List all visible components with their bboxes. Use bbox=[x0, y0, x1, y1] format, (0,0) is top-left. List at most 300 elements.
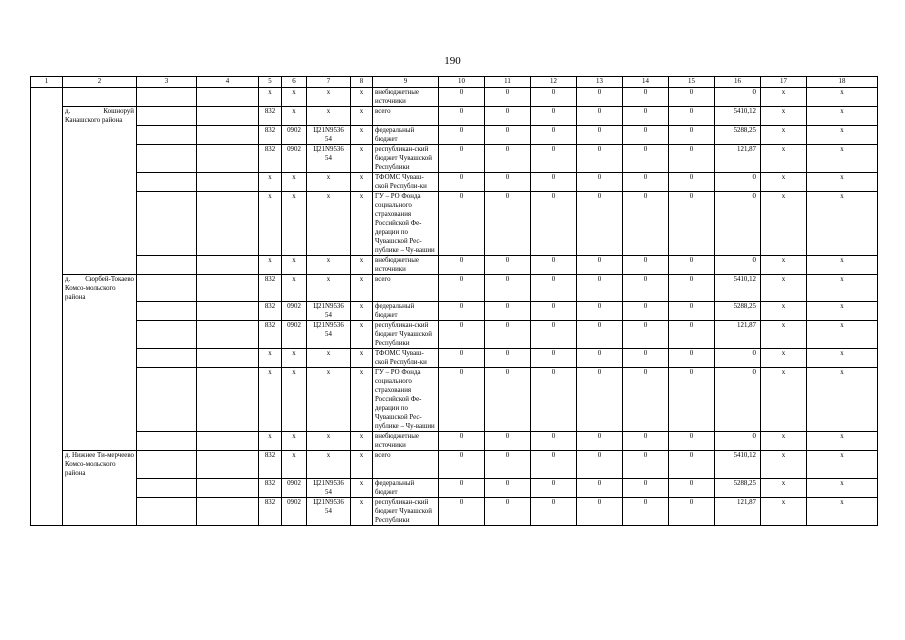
cell-col-16: 0 bbox=[715, 432, 761, 451]
cell-col-2 bbox=[63, 125, 137, 144]
cell-col-18: x bbox=[807, 349, 878, 368]
cell-col-15: 0 bbox=[669, 302, 715, 321]
cell-col-2 bbox=[63, 368, 137, 432]
cell-col-15: 0 bbox=[669, 144, 715, 172]
cell-col-6: x bbox=[282, 88, 307, 107]
cell-col-12: 0 bbox=[531, 107, 577, 126]
cell-col-13: 0 bbox=[577, 125, 623, 144]
cell-col-2 bbox=[63, 88, 137, 107]
cell-col-4 bbox=[197, 368, 259, 432]
cell-col-10: 0 bbox=[439, 255, 485, 274]
cell-col-15: 0 bbox=[669, 451, 715, 479]
cell-col-4 bbox=[197, 478, 259, 497]
table-body bbox=[31, 88, 878, 526]
cell-col-18: x bbox=[807, 172, 878, 191]
cell-col-2 bbox=[63, 302, 137, 321]
cell-col-7: x bbox=[307, 107, 351, 126]
cell-col-7: x bbox=[307, 432, 351, 451]
cell-col-8: x bbox=[351, 125, 373, 144]
cell-col-7: x bbox=[307, 349, 351, 368]
cell-col-15: 0 bbox=[669, 432, 715, 451]
cell-col-14: 0 bbox=[623, 432, 669, 451]
cell-col-8: x bbox=[351, 432, 373, 451]
cell-col-10: 0 bbox=[439, 172, 485, 191]
cell-col-7: x bbox=[307, 451, 351, 479]
cell-col-12: 0 bbox=[531, 321, 577, 349]
cell-col-4 bbox=[197, 497, 259, 525]
cell-col-16: 0 bbox=[715, 255, 761, 274]
cell-col-5: 832 bbox=[259, 451, 282, 479]
cell-col-18: x bbox=[807, 88, 878, 107]
cell-col-18: x bbox=[807, 497, 878, 525]
cell-col-11: 0 bbox=[485, 255, 531, 274]
cell-col-15: 0 bbox=[669, 349, 715, 368]
cell-col-1 bbox=[31, 432, 63, 451]
cell-col-16: 5410,12 bbox=[715, 451, 761, 479]
cell-col-5: 832 bbox=[259, 497, 282, 525]
cell-col-2 bbox=[63, 172, 137, 191]
table-row bbox=[31, 144, 878, 172]
cell-col-9: ГУ – РО Фонда социального страхования Российской Фе-дерации по Чувашской Рес-публике – Чу-вашии bbox=[373, 191, 439, 255]
cell-col-11: 0 bbox=[485, 88, 531, 107]
cell-col-11: 0 bbox=[485, 321, 531, 349]
cell-col-12: 0 bbox=[531, 144, 577, 172]
cell-col-17: x bbox=[761, 144, 807, 172]
column-header-13: 13 bbox=[577, 77, 623, 88]
cell-col-10: 0 bbox=[439, 125, 485, 144]
cell-col-3 bbox=[137, 321, 197, 349]
cell-col-4 bbox=[197, 107, 259, 126]
cell-col-6: 0902 bbox=[282, 144, 307, 172]
cell-col-13: 0 bbox=[577, 432, 623, 451]
cell-col-7: Ц21N9536 54 bbox=[307, 125, 351, 144]
column-header-5: 5 bbox=[259, 77, 282, 88]
cell-col-12: 0 bbox=[531, 255, 577, 274]
table-row bbox=[31, 321, 878, 349]
cell-col-16: 121,87 bbox=[715, 144, 761, 172]
cell-col-11: 0 bbox=[485, 497, 531, 525]
cell-col-16: 5288,25 bbox=[715, 302, 761, 321]
cell-col-4 bbox=[197, 255, 259, 274]
cell-col-10: 0 bbox=[439, 144, 485, 172]
cell-col-5: 832 bbox=[259, 478, 282, 497]
cell-col-17: x bbox=[761, 302, 807, 321]
column-header-15: 15 bbox=[669, 77, 715, 88]
cell-col-10: 0 bbox=[439, 349, 485, 368]
column-header-2: 2 bbox=[63, 77, 137, 88]
cell-col-4 bbox=[197, 172, 259, 191]
cell-col-12: 0 bbox=[531, 451, 577, 479]
table-row bbox=[31, 125, 878, 144]
cell-col-6: 0902 bbox=[282, 497, 307, 525]
cell-col-10: 0 bbox=[439, 368, 485, 432]
cell-col-8: x bbox=[351, 478, 373, 497]
cell-col-8: x bbox=[351, 191, 373, 255]
column-header-4: 4 bbox=[197, 77, 259, 88]
cell-col-5: x bbox=[259, 191, 282, 255]
cell-col-3 bbox=[137, 191, 197, 255]
cell-col-16: 5410,12 bbox=[715, 107, 761, 126]
cell-col-5: 832 bbox=[259, 274, 282, 302]
cell-col-14: 0 bbox=[623, 349, 669, 368]
cell-col-10: 0 bbox=[439, 88, 485, 107]
cell-col-8: x bbox=[351, 88, 373, 107]
cell-col-9: федеральный бюджет bbox=[373, 125, 439, 144]
cell-col-1 bbox=[31, 368, 63, 432]
cell-col-6: x bbox=[282, 451, 307, 479]
cell-col-11: 0 bbox=[485, 125, 531, 144]
cell-col-4 bbox=[197, 125, 259, 144]
cell-col-12: 0 bbox=[531, 172, 577, 191]
table-row bbox=[31, 172, 878, 191]
cell-col-1 bbox=[31, 172, 63, 191]
cell-col-15: 0 bbox=[669, 255, 715, 274]
cell-col-17: x bbox=[761, 107, 807, 126]
cell-col-6: x bbox=[282, 172, 307, 191]
cell-col-3 bbox=[137, 432, 197, 451]
column-header-3: 3 bbox=[137, 77, 197, 88]
cell-col-10: 0 bbox=[439, 191, 485, 255]
cell-col-14: 0 bbox=[623, 451, 669, 479]
column-header-10: 10 bbox=[439, 77, 485, 88]
cell-col-14: 0 bbox=[623, 144, 669, 172]
cell-col-10: 0 bbox=[439, 451, 485, 479]
cell-col-5: x bbox=[259, 172, 282, 191]
cell-col-17: x bbox=[761, 274, 807, 302]
cell-col-14: 0 bbox=[623, 497, 669, 525]
cell-col-2 bbox=[63, 255, 137, 274]
cell-col-6: x bbox=[282, 255, 307, 274]
cell-col-7: Ц21N9536 54 bbox=[307, 478, 351, 497]
cell-col-6: x bbox=[282, 274, 307, 302]
cell-col-1 bbox=[31, 191, 63, 255]
cell-col-5: x bbox=[259, 368, 282, 432]
cell-col-1 bbox=[31, 451, 63, 479]
cell-col-12: 0 bbox=[531, 349, 577, 368]
cell-col-1 bbox=[31, 349, 63, 368]
cell-col-13: 0 bbox=[577, 368, 623, 432]
cell-col-6: x bbox=[282, 349, 307, 368]
cell-col-5: x bbox=[259, 255, 282, 274]
cell-col-1 bbox=[31, 255, 63, 274]
cell-col-13: 0 bbox=[577, 191, 623, 255]
cell-col-18: x bbox=[807, 144, 878, 172]
cell-col-16: 0 bbox=[715, 368, 761, 432]
cell-col-8: x bbox=[351, 321, 373, 349]
cell-col-3 bbox=[137, 255, 197, 274]
cell-col-8: x bbox=[351, 451, 373, 479]
cell-col-11: 0 bbox=[485, 368, 531, 432]
cell-col-11: 0 bbox=[485, 302, 531, 321]
cell-col-2 bbox=[63, 321, 137, 349]
table-row bbox=[31, 255, 878, 274]
cell-col-2: д. Нижнее Ти-мерчеево Комсо-мольского района bbox=[63, 451, 137, 479]
cell-col-6: x bbox=[282, 368, 307, 432]
cell-col-13: 0 bbox=[577, 144, 623, 172]
cell-col-7: x bbox=[307, 274, 351, 302]
cell-col-14: 0 bbox=[623, 191, 669, 255]
cell-col-7: Ц21N9536 54 bbox=[307, 321, 351, 349]
cell-col-18: x bbox=[807, 368, 878, 432]
cell-col-14: 0 bbox=[623, 172, 669, 191]
cell-col-9: республикан-ский бюджет Чувашской Республики bbox=[373, 144, 439, 172]
cell-col-8: x bbox=[351, 172, 373, 191]
cell-col-12: 0 bbox=[531, 274, 577, 302]
cell-col-3 bbox=[137, 451, 197, 479]
column-header-8: 8 bbox=[351, 77, 373, 88]
cell-col-10: 0 bbox=[439, 274, 485, 302]
cell-col-17: x bbox=[761, 125, 807, 144]
cell-col-13: 0 bbox=[577, 478, 623, 497]
cell-col-9: внебюджетные источники bbox=[373, 255, 439, 274]
cell-col-2: д. Сюрбей-Токаево Комсо-мольского района bbox=[63, 274, 137, 302]
cell-col-17: x bbox=[761, 478, 807, 497]
cell-col-4 bbox=[197, 144, 259, 172]
cell-col-4 bbox=[197, 451, 259, 479]
table-row bbox=[31, 478, 878, 497]
cell-col-7: Ц21N9536 54 bbox=[307, 144, 351, 172]
cell-col-6: 0902 bbox=[282, 321, 307, 349]
cell-col-3 bbox=[137, 125, 197, 144]
cell-col-18: x bbox=[807, 321, 878, 349]
cell-col-6: x bbox=[282, 107, 307, 126]
cell-col-9: внебюджетные источники bbox=[373, 88, 439, 107]
cell-col-8: x bbox=[351, 144, 373, 172]
cell-col-1 bbox=[31, 107, 63, 126]
cell-col-4 bbox=[197, 191, 259, 255]
cell-col-18: x bbox=[807, 125, 878, 144]
cell-col-12: 0 bbox=[531, 497, 577, 525]
cell-col-6: 0902 bbox=[282, 302, 307, 321]
cell-col-12: 0 bbox=[531, 432, 577, 451]
cell-col-14: 0 bbox=[623, 88, 669, 107]
cell-col-2 bbox=[63, 478, 137, 497]
cell-col-2: д. Кошноруй Канашского района bbox=[63, 107, 137, 126]
cell-col-1 bbox=[31, 478, 63, 497]
cell-col-16: 0 bbox=[715, 349, 761, 368]
cell-col-16: 121,87 bbox=[715, 497, 761, 525]
table-row bbox=[31, 107, 878, 126]
cell-col-8: x bbox=[351, 255, 373, 274]
cell-col-8: x bbox=[351, 368, 373, 432]
cell-col-10: 0 bbox=[439, 302, 485, 321]
column-header-16: 16 bbox=[715, 77, 761, 88]
cell-col-7: x bbox=[307, 368, 351, 432]
column-header-12: 12 bbox=[531, 77, 577, 88]
cell-col-4 bbox=[197, 274, 259, 302]
cell-col-18: x bbox=[807, 451, 878, 479]
cell-col-9: всего bbox=[373, 107, 439, 126]
cell-col-4 bbox=[197, 432, 259, 451]
cell-col-13: 0 bbox=[577, 302, 623, 321]
cell-col-5: x bbox=[259, 432, 282, 451]
cell-col-13: 0 bbox=[577, 88, 623, 107]
cell-col-15: 0 bbox=[669, 368, 715, 432]
cell-col-4 bbox=[197, 321, 259, 349]
cell-col-18: x bbox=[807, 274, 878, 302]
cell-col-6: 0902 bbox=[282, 125, 307, 144]
column-header-18: 18 bbox=[807, 77, 878, 88]
cell-col-7: Ц21N9536 54 bbox=[307, 497, 351, 525]
cell-col-3 bbox=[137, 302, 197, 321]
cell-col-1 bbox=[31, 321, 63, 349]
table-row bbox=[31, 497, 878, 525]
cell-col-16: 0 bbox=[715, 88, 761, 107]
cell-col-9: ТФОМС Чуваш-ской Республи-ки bbox=[373, 172, 439, 191]
cell-col-8: x bbox=[351, 107, 373, 126]
cell-col-15: 0 bbox=[669, 107, 715, 126]
cell-col-13: 0 bbox=[577, 451, 623, 479]
cell-col-14: 0 bbox=[623, 274, 669, 302]
cell-col-13: 0 bbox=[577, 107, 623, 126]
cell-col-15: 0 bbox=[669, 321, 715, 349]
table-row bbox=[31, 451, 878, 479]
table-row bbox=[31, 274, 878, 302]
column-header-6: 6 bbox=[282, 77, 307, 88]
cell-col-3 bbox=[137, 172, 197, 191]
cell-col-15: 0 bbox=[669, 497, 715, 525]
cell-col-15: 0 bbox=[669, 125, 715, 144]
cell-col-9: внебюджетные источники bbox=[373, 432, 439, 451]
cell-col-6: x bbox=[282, 191, 307, 255]
cell-col-17: x bbox=[761, 321, 807, 349]
table-row bbox=[31, 368, 878, 432]
cell-col-10: 0 bbox=[439, 432, 485, 451]
cell-col-11: 0 bbox=[485, 432, 531, 451]
table-row bbox=[31, 432, 878, 451]
cell-col-15: 0 bbox=[669, 191, 715, 255]
column-header-7: 7 bbox=[307, 77, 351, 88]
cell-col-3 bbox=[137, 349, 197, 368]
cell-col-4 bbox=[197, 88, 259, 107]
cell-col-9: республикан-ский бюджет Чувашской Республики bbox=[373, 497, 439, 525]
table-row bbox=[31, 88, 878, 107]
cell-col-3 bbox=[137, 88, 197, 107]
cell-col-7: x bbox=[307, 255, 351, 274]
cell-col-3 bbox=[137, 107, 197, 126]
cell-col-9: всего bbox=[373, 274, 439, 302]
cell-col-7: x bbox=[307, 88, 351, 107]
cell-col-8: x bbox=[351, 349, 373, 368]
cell-col-13: 0 bbox=[577, 274, 623, 302]
cell-col-5: 832 bbox=[259, 321, 282, 349]
cell-col-13: 0 bbox=[577, 255, 623, 274]
column-header-1: 1 bbox=[31, 77, 63, 88]
cell-col-1 bbox=[31, 302, 63, 321]
cell-col-16: 5288,25 bbox=[715, 125, 761, 144]
cell-col-1 bbox=[31, 497, 63, 525]
cell-col-11: 0 bbox=[485, 349, 531, 368]
cell-col-11: 0 bbox=[485, 478, 531, 497]
cell-col-17: x bbox=[761, 432, 807, 451]
cell-col-16: 0 bbox=[715, 191, 761, 255]
cell-col-2 bbox=[63, 191, 137, 255]
cell-col-16: 121,87 bbox=[715, 321, 761, 349]
cell-col-18: x bbox=[807, 255, 878, 274]
cell-col-1 bbox=[31, 274, 63, 302]
cell-col-11: 0 bbox=[485, 191, 531, 255]
column-header-17: 17 bbox=[761, 77, 807, 88]
page-number: 190 bbox=[444, 55, 461, 67]
cell-col-16: 0 bbox=[715, 172, 761, 191]
cell-col-17: x bbox=[761, 88, 807, 107]
cell-col-17: x bbox=[761, 255, 807, 274]
cell-col-8: x bbox=[351, 497, 373, 525]
cell-col-16: 5410,12 bbox=[715, 274, 761, 302]
table-row bbox=[31, 302, 878, 321]
cell-col-6: x bbox=[282, 432, 307, 451]
cell-col-13: 0 bbox=[577, 497, 623, 525]
cell-col-18: x bbox=[807, 191, 878, 255]
cell-col-17: x bbox=[761, 349, 807, 368]
cell-col-15: 0 bbox=[669, 172, 715, 191]
cell-col-11: 0 bbox=[485, 144, 531, 172]
cell-col-5: 832 bbox=[259, 107, 282, 126]
cell-col-15: 0 bbox=[669, 478, 715, 497]
cell-col-8: x bbox=[351, 274, 373, 302]
cell-col-6: 0902 bbox=[282, 478, 307, 497]
column-header-14: 14 bbox=[623, 77, 669, 88]
cell-col-5: 832 bbox=[259, 302, 282, 321]
cell-col-2 bbox=[63, 497, 137, 525]
cell-col-2 bbox=[63, 144, 137, 172]
cell-col-12: 0 bbox=[531, 302, 577, 321]
cell-col-9: федеральный бюджет bbox=[373, 478, 439, 497]
cell-col-5: 832 bbox=[259, 125, 282, 144]
cell-col-15: 0 bbox=[669, 88, 715, 107]
column-header-11: 11 bbox=[485, 77, 531, 88]
cell-col-14: 0 bbox=[623, 125, 669, 144]
cell-col-18: x bbox=[807, 107, 878, 126]
cell-col-10: 0 bbox=[439, 107, 485, 126]
cell-col-3 bbox=[137, 274, 197, 302]
cell-col-18: x bbox=[807, 302, 878, 321]
cell-col-5: 832 bbox=[259, 144, 282, 172]
cell-col-5: x bbox=[259, 88, 282, 107]
cell-col-15: 0 bbox=[669, 274, 715, 302]
cell-col-8: x bbox=[351, 302, 373, 321]
cell-col-11: 0 bbox=[485, 274, 531, 302]
cell-col-10: 0 bbox=[439, 321, 485, 349]
cell-col-12: 0 bbox=[531, 125, 577, 144]
cell-col-7: x bbox=[307, 191, 351, 255]
cell-col-7: Ц21N9536 54 bbox=[307, 302, 351, 321]
cell-col-17: x bbox=[761, 172, 807, 191]
cell-col-9: ГУ – РО Фонда социального страхования Российской Фе-дерации по Чувашской Рес-публике – Чу-вашии bbox=[373, 368, 439, 432]
cell-col-11: 0 bbox=[485, 172, 531, 191]
cell-col-1 bbox=[31, 88, 63, 107]
cell-col-14: 0 bbox=[623, 478, 669, 497]
cell-col-12: 0 bbox=[531, 191, 577, 255]
cell-col-17: x bbox=[761, 451, 807, 479]
cell-col-14: 0 bbox=[623, 255, 669, 274]
cell-col-9: республикан-ский бюджет Чувашской Республики bbox=[373, 321, 439, 349]
cell-col-13: 0 bbox=[577, 172, 623, 191]
cell-col-14: 0 bbox=[623, 321, 669, 349]
cell-col-3 bbox=[137, 478, 197, 497]
cell-col-14: 0 bbox=[623, 368, 669, 432]
cell-col-14: 0 bbox=[623, 302, 669, 321]
cell-col-12: 0 bbox=[531, 88, 577, 107]
cell-col-1 bbox=[31, 144, 63, 172]
cell-col-10: 0 bbox=[439, 497, 485, 525]
table-row bbox=[31, 191, 878, 255]
cell-col-1 bbox=[31, 125, 63, 144]
cell-col-13: 0 bbox=[577, 321, 623, 349]
cell-col-9: всего bbox=[373, 451, 439, 479]
cell-col-12: 0 bbox=[531, 478, 577, 497]
table-row bbox=[31, 349, 878, 368]
